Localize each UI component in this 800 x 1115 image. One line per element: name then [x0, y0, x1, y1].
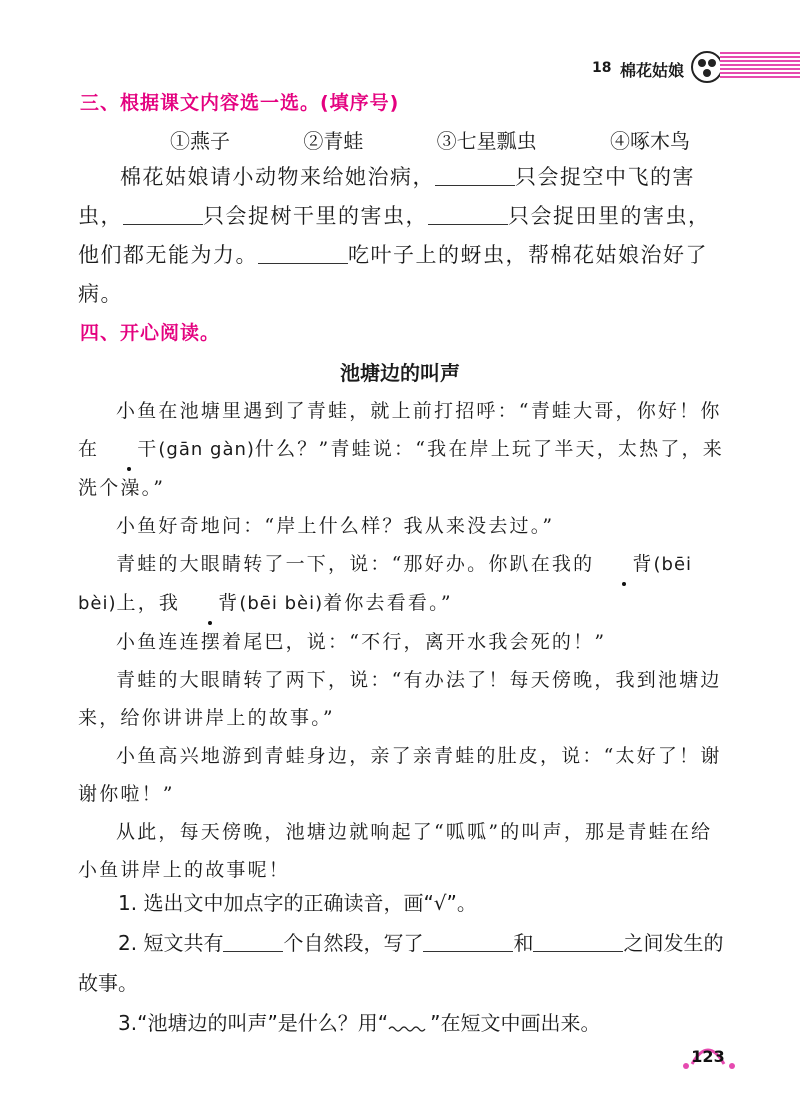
pinyin-choice[interactable]: (bēi bèi): [239, 593, 324, 614]
dotted-character: 干: [99, 430, 158, 468]
section-4-title: 四、开心阅读。: [80, 322, 221, 344]
dotted-character: 背: [594, 545, 653, 583]
answer-blank[interactable]: [123, 200, 203, 225]
lesson-number: 18: [592, 60, 612, 76]
page-header: [0, 48, 800, 88]
story-paragraph: 从此，每天傍晚，池塘边就响起了“呱呱”的叫声，那是青蛙在给小鱼讲岸上的故事呢！: [78, 821, 713, 881]
pinyin-choice[interactable]: (gān gàn): [158, 439, 255, 460]
answer-blank[interactable]: [428, 200, 508, 225]
answer-blank[interactable]: [423, 927, 513, 952]
story-paragraph: 青蛙的大眼睛转了两下，说：“有办法了！每天傍晚，我到池塘边来，给你讲讲岸上的故事。”: [78, 669, 722, 729]
wavy-underline-icon: [388, 1024, 430, 1034]
option-list: [170, 125, 690, 154]
answer-blank[interactable]: [258, 239, 348, 264]
section-3-title: 三、根据课文内容选一选。(填序号): [80, 92, 400, 114]
fill-text: 只会捉树干里的害虫，: [203, 204, 428, 228]
question-list: [78, 883, 728, 1043]
dotted-character: 背: [180, 584, 239, 622]
flower-decoration-icon: [690, 50, 724, 84]
fill-text: 吃叶子上的蚜虫，帮棉花姑娘治好了病。: [78, 243, 708, 306]
page-number: 123: [691, 1047, 725, 1066]
page-number-badge: [678, 1030, 738, 1076]
option-item: ③七星瓢虫: [436, 129, 537, 153]
story-paragraph: 青蛙的大眼睛转了一下，说：“那好办。你趴在我的 背(bēi bèi)上，我 背(bēi bèi)着你去看看。”: [78, 545, 728, 623]
story-paragraph: 小鱼好奇地问：“岸上什么样？我从来没去过。”: [116, 515, 555, 537]
story-paragraph: 小鱼连连摆着尾巴，说：“不行，离开水我会死的！”: [116, 631, 607, 653]
fill-text: 只会捉空中飞的害虫，: [78, 165, 695, 228]
option-item: ④啄木鸟: [609, 129, 690, 153]
story-body: [78, 392, 728, 889]
question-3: 3.“池塘边的叫声”是什么？用“ ”在短文中画出来。: [118, 1011, 601, 1035]
option-item: ②青蛙: [303, 129, 364, 153]
pinyin-choice[interactable]: (bēi bèi): [78, 554, 693, 614]
answer-blank[interactable]: [435, 161, 515, 186]
question-1: 1. 选出文中加点字的正确读音，画“√”。: [118, 891, 477, 915]
answer-blank[interactable]: [223, 927, 283, 952]
lesson-title: 棉花姑娘: [620, 61, 685, 80]
header-stripes: [720, 52, 800, 80]
fill-text: 只会捉田里的害虫，他们都无能为力。: [78, 204, 711, 267]
option-item: ①燕子: [170, 129, 230, 153]
story-title: 池塘边的叫声: [340, 361, 460, 385]
answer-blank[interactable]: [533, 927, 623, 952]
fill-text: 棉花姑娘请小动物来给她治病，: [120, 165, 435, 189]
section-3-paragraph: [78, 158, 728, 314]
story-paragraph: 小鱼在池塘里遇到了青蛙，就上前打招呼：“青蛙大哥，你好！你在 干(gān gàn)什么？”青蛙说：“我在岸上玩了半天，太热了，来洗个澡。”: [78, 400, 724, 499]
question-2: 2. 短文共有 个自然段，写了 和 之间发生的故事。: [78, 923, 728, 1003]
story-paragraph: 小鱼高兴地游到青蛙身边，亲了亲青蛙的肚皮，说：“太好了！谢谢你啦！”: [78, 745, 722, 805]
